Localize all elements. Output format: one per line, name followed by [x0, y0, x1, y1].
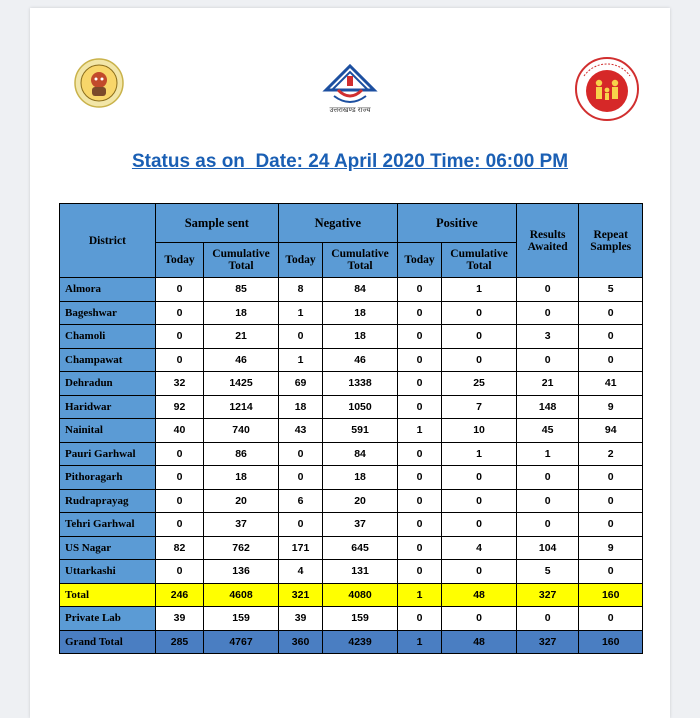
table-row — [60, 536, 643, 560]
cell: 0 — [397, 325, 441, 349]
cell: 41 — [579, 372, 643, 396]
cell: 0 — [155, 560, 203, 584]
negative-header: Negative — [278, 204, 397, 243]
cell: 0 — [579, 325, 643, 349]
grand-total-row — [60, 630, 643, 654]
cell: 762 — [204, 536, 279, 560]
national-health-mission-logo-icon — [574, 56, 640, 122]
sample-today-header: Today — [155, 243, 203, 278]
cell: 159 — [204, 607, 279, 631]
covid-status-table — [59, 203, 643, 654]
cell: 0 — [397, 513, 441, 537]
cell: 136 — [204, 560, 279, 584]
cell: 39 — [278, 607, 322, 631]
cell: 0 — [155, 348, 203, 372]
table-row — [60, 489, 643, 513]
cell: 0 — [397, 442, 441, 466]
cell: 131 — [323, 560, 398, 584]
cell: 159 — [323, 607, 398, 631]
cell: 0 — [155, 513, 203, 537]
total-row — [60, 583, 643, 607]
cell: 21 — [516, 372, 579, 396]
cell: 0 — [155, 278, 203, 302]
cell: 0 — [278, 442, 322, 466]
cell: 104 — [516, 536, 579, 560]
district-name: Uttarkashi — [60, 560, 156, 584]
cell: 0 — [155, 489, 203, 513]
cell: 3 — [516, 325, 579, 349]
table-row — [60, 325, 643, 349]
cell: 0 — [155, 442, 203, 466]
table-row — [60, 278, 643, 302]
cell: 1 — [442, 278, 517, 302]
cell: 0 — [579, 301, 643, 325]
district-name: Tehri Garhwal — [60, 513, 156, 537]
cell: 18 — [204, 466, 279, 490]
cell: 0 — [442, 301, 517, 325]
cell: 9 — [579, 536, 643, 560]
cell: 0 — [397, 372, 441, 396]
cell: 321 — [278, 583, 322, 607]
cell: 0 — [397, 607, 441, 631]
cell: 20 — [204, 489, 279, 513]
cell: 84 — [323, 442, 398, 466]
cell: 0 — [442, 489, 517, 513]
cell: 0 — [278, 325, 322, 349]
positive-today-header: Today — [397, 243, 441, 278]
cell: 37 — [323, 513, 398, 537]
cell: 18 — [323, 301, 398, 325]
district-header: District — [60, 204, 156, 278]
cell: 0 — [397, 536, 441, 560]
district-name: Bageshwar — [60, 301, 156, 325]
cell: 37 — [204, 513, 279, 537]
table-row — [60, 513, 643, 537]
cell: 0 — [155, 466, 203, 490]
cell: 1 — [442, 442, 517, 466]
cell: 18 — [278, 395, 322, 419]
district-name: Almora — [60, 278, 156, 302]
private-lab-label: Private Lab — [60, 607, 156, 631]
negative-cumulative-header: Cumulative Total — [323, 243, 398, 278]
cell: 18 — [323, 466, 398, 490]
uttarakhand-govt-seal-icon — [74, 58, 124, 108]
cell: 0 — [579, 466, 643, 490]
cell: 160 — [579, 630, 643, 654]
cell: 1 — [278, 348, 322, 372]
negative-today-header: Today — [278, 243, 322, 278]
district-name: Pithoragarh — [60, 466, 156, 490]
cell: 0 — [442, 348, 517, 372]
cell: 0 — [442, 325, 517, 349]
table-row — [60, 419, 643, 443]
cell: 160 — [579, 583, 643, 607]
cell: 4 — [278, 560, 322, 584]
cell: 6 — [278, 489, 322, 513]
cell: 21 — [204, 325, 279, 349]
cell: 8 — [278, 278, 322, 302]
cell: 0 — [579, 607, 643, 631]
cell: 0 — [516, 489, 579, 513]
cell: 246 — [155, 583, 203, 607]
grand-total-label: Grand Total — [60, 630, 156, 654]
table-row — [60, 560, 643, 584]
cell: 148 — [516, 395, 579, 419]
positive-cumulative-header: Cumulative Total — [442, 243, 517, 278]
cell: 48 — [442, 630, 517, 654]
cell: 86 — [204, 442, 279, 466]
cell: 20 — [323, 489, 398, 513]
cell: 32 — [155, 372, 203, 396]
cell: 48 — [442, 583, 517, 607]
cell: 92 — [155, 395, 203, 419]
cell: 69 — [278, 372, 322, 396]
positive-header: Positive — [397, 204, 516, 243]
cell: 645 — [323, 536, 398, 560]
cell: 1 — [278, 301, 322, 325]
cell: 0 — [442, 607, 517, 631]
cell: 0 — [442, 513, 517, 537]
district-name: Haridwar — [60, 395, 156, 419]
repeat-samples-header: Repeat Samples — [579, 204, 643, 278]
results-awaited-header: Results Awaited — [516, 204, 579, 278]
cell: 0 — [579, 348, 643, 372]
cell: 1338 — [323, 372, 398, 396]
cell: 0 — [278, 466, 322, 490]
cell: 0 — [516, 301, 579, 325]
cell: 4767 — [204, 630, 279, 654]
cell: 25 — [442, 372, 517, 396]
table-row — [60, 301, 643, 325]
cell: 0 — [442, 466, 517, 490]
cell: 85 — [204, 278, 279, 302]
cell: 591 — [323, 419, 398, 443]
report-sheet — [30, 8, 670, 718]
district-name: Chamoli — [60, 325, 156, 349]
cell: 84 — [323, 278, 398, 302]
cell: 327 — [516, 630, 579, 654]
table-row — [60, 348, 643, 372]
cell: 740 — [204, 419, 279, 443]
cell: 9 — [579, 395, 643, 419]
cell: 39 — [155, 607, 203, 631]
cell: 2 — [579, 442, 643, 466]
cell: 360 — [278, 630, 322, 654]
cell: 0 — [579, 489, 643, 513]
cell: 7 — [442, 395, 517, 419]
cell: 0 — [397, 301, 441, 325]
district-name: Champawat — [60, 348, 156, 372]
cell: 0 — [397, 560, 441, 584]
cell: 1 — [516, 442, 579, 466]
cell: 0 — [579, 513, 643, 537]
district-name: Pauri Garhwal — [60, 442, 156, 466]
cell: 4080 — [323, 583, 398, 607]
cell: 18 — [323, 325, 398, 349]
cell: 0 — [397, 348, 441, 372]
table-row — [60, 442, 643, 466]
cell: 1 — [397, 583, 441, 607]
cell: 1 — [397, 630, 441, 654]
cell: 5 — [516, 560, 579, 584]
cell: 0 — [516, 348, 579, 372]
cell: 5 — [579, 278, 643, 302]
sample-sent-header: Sample sent — [155, 204, 278, 243]
cell: 327 — [516, 583, 579, 607]
table-body — [60, 278, 643, 654]
cell: 1425 — [204, 372, 279, 396]
cell: 0 — [516, 607, 579, 631]
table-row — [60, 466, 643, 490]
district-name: US Nagar — [60, 536, 156, 560]
cell: 82 — [155, 536, 203, 560]
cell: 0 — [397, 466, 441, 490]
cell: 0 — [516, 513, 579, 537]
cell: 45 — [516, 419, 579, 443]
table-row — [60, 395, 643, 419]
cell: 43 — [278, 419, 322, 443]
district-name: Rudraprayag — [60, 489, 156, 513]
sample-cumulative-header: Cumulative Total — [204, 243, 279, 278]
cell: 18 — [204, 301, 279, 325]
cell: 285 — [155, 630, 203, 654]
cell: 1050 — [323, 395, 398, 419]
cell: 0 — [397, 278, 441, 302]
cell: 4239 — [323, 630, 398, 654]
cell: 46 — [204, 348, 279, 372]
cell: 0 — [397, 395, 441, 419]
cell: 0 — [155, 325, 203, 349]
cell: 0 — [397, 489, 441, 513]
emblem-caption: उत्तराखण्ड राज्य — [329, 106, 371, 114]
cell: 1 — [397, 419, 441, 443]
cell: 94 — [579, 419, 643, 443]
cell: 1214 — [204, 395, 279, 419]
cell: 4608 — [204, 583, 279, 607]
total-label: Total — [60, 583, 156, 607]
table-row — [60, 372, 643, 396]
cell: 0 — [278, 513, 322, 537]
private-lab-row — [60, 607, 643, 631]
cell: 10 — [442, 419, 517, 443]
district-name: Nainital — [60, 419, 156, 443]
cell: 0 — [442, 560, 517, 584]
cell: 0 — [516, 278, 579, 302]
cell: 0 — [516, 466, 579, 490]
district-name: Dehradun — [60, 372, 156, 396]
report-title: Status as on Date: 24 April 2020 Time: 06:00 PM — [131, 151, 569, 172]
cell: 0 — [579, 560, 643, 584]
cell: 171 — [278, 536, 322, 560]
cell: 0 — [155, 301, 203, 325]
cell: 46 — [323, 348, 398, 372]
cell: 4 — [442, 536, 517, 560]
cell: 40 — [155, 419, 203, 443]
